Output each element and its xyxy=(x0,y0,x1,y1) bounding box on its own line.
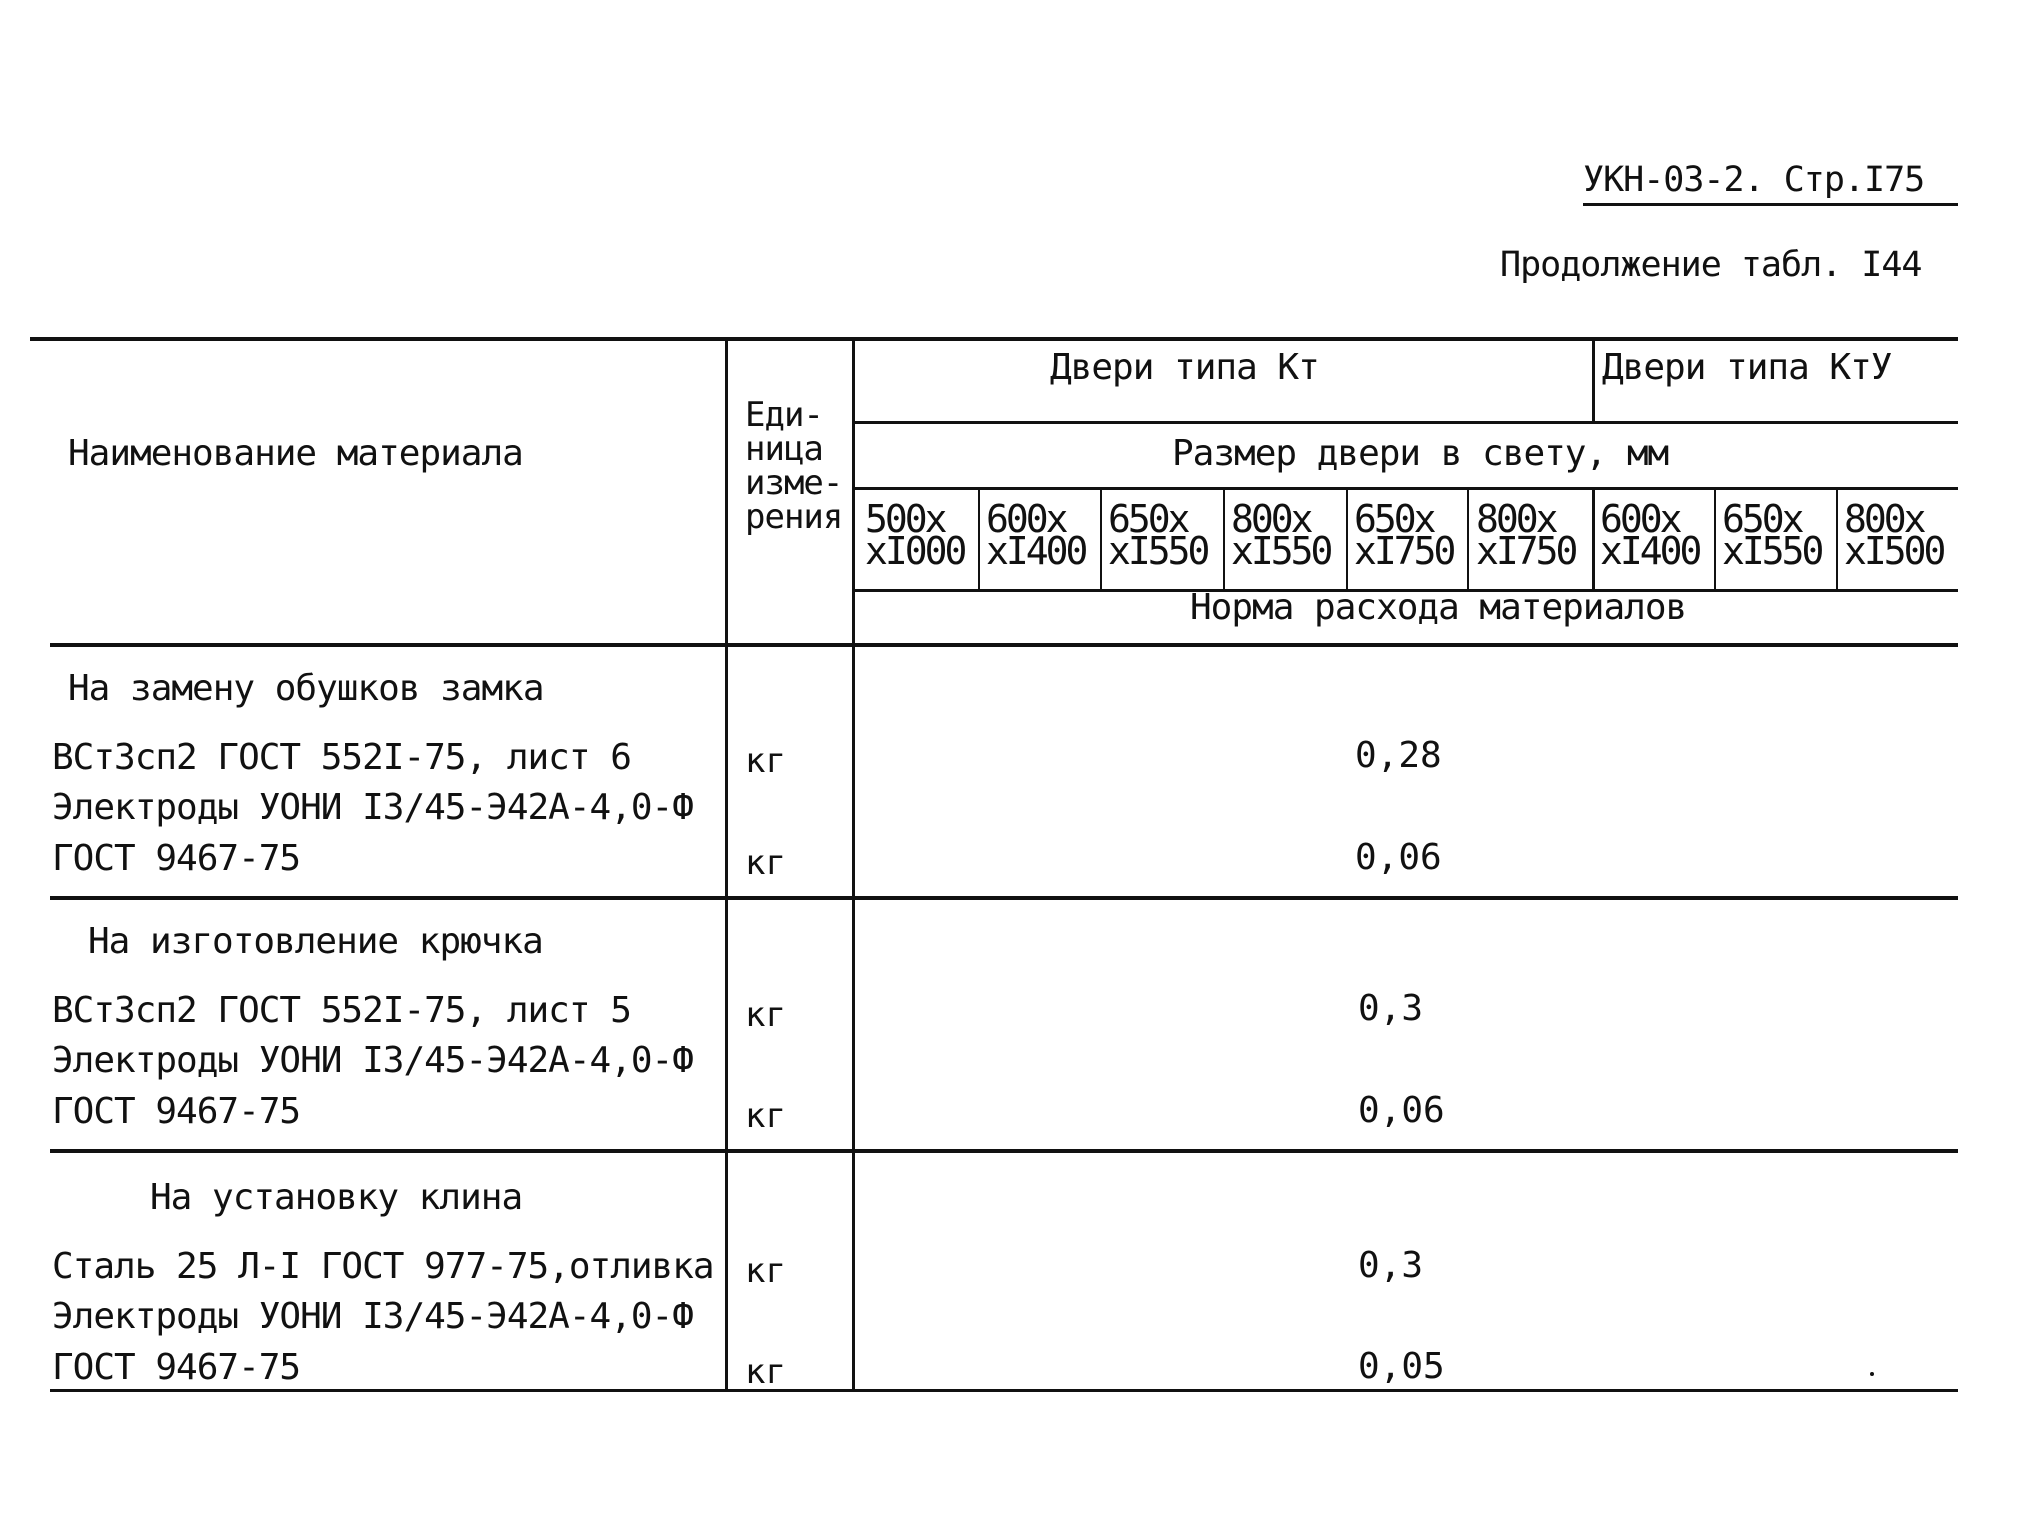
section-1-bottom-rule xyxy=(50,896,1958,900)
material-name: ВСт3сп2 ГОСТ 552I-75, лист 5 xyxy=(52,990,631,1031)
scan-speck xyxy=(1870,1372,1874,1376)
size-divider-4 xyxy=(1346,489,1348,590)
material-name: ГОСТ 9467-75 xyxy=(52,838,301,879)
table-top-rule xyxy=(30,337,1958,341)
unit-value: кг xyxy=(745,843,786,883)
consumption-value: 0,06 xyxy=(1358,1090,1445,1131)
material-name: Электроды УОНИ I3/45-Э42А-4,0-Ф xyxy=(52,787,693,828)
unit-column-rule xyxy=(852,339,855,1392)
size-divider-3 xyxy=(1223,489,1225,590)
unit-value: кг xyxy=(745,1352,786,1392)
door-size-header: Размер двери в свету, мм xyxy=(1172,433,1669,474)
material-name: Электроды УОНИ I3/45-Э42А-4,0-Ф xyxy=(52,1296,693,1337)
section-2-bottom-rule xyxy=(50,1149,1958,1153)
door-size-cell: 800x xI550 xyxy=(1231,497,1331,573)
size-divider-6 xyxy=(1592,489,1595,590)
material-column-header: Наименование материала xyxy=(68,433,523,474)
size-divider-5 xyxy=(1467,489,1469,590)
section-title: На установку клина xyxy=(150,1177,523,1218)
group-header-rule xyxy=(855,421,1958,424)
door-size-cell: 650x xI550 xyxy=(1722,497,1822,573)
material-name: ГОСТ 9467-75 xyxy=(52,1347,301,1388)
header-bottom-rule xyxy=(50,643,1958,647)
unit-value: кг xyxy=(745,995,786,1035)
material-name: ВСт3сп2 ГОСТ 552I-75, лист 6 xyxy=(52,737,631,778)
table-continuation-label: Продолжение табл. I44 xyxy=(1500,245,1922,285)
section-title: На замену обушков замка xyxy=(68,668,544,709)
material-column-rule xyxy=(725,339,728,1392)
unit-column-header: Еди- ница изме- рения xyxy=(745,395,843,537)
consumption-value: 0,28 xyxy=(1355,735,1442,776)
group-divider-rule xyxy=(1592,339,1595,423)
door-size-cell: 650x xI750 xyxy=(1354,497,1454,573)
table-bottom-rule xyxy=(50,1389,1958,1392)
size-header-rule xyxy=(855,487,1958,490)
material-name: Сталь 25 Л-I ГОСТ 977-75,отливка xyxy=(52,1246,714,1287)
door-type-kt-header: Двери типа Кт xyxy=(1050,347,1319,388)
document-code-underline xyxy=(1583,203,1958,206)
consumption-value: 0,3 xyxy=(1358,1245,1424,1286)
door-size-cell: 500x xI000 xyxy=(865,497,965,573)
consumption-value: 0,05 xyxy=(1358,1346,1445,1387)
consumption-value: 0,06 xyxy=(1355,837,1442,878)
unit-value: кг xyxy=(745,1096,786,1136)
size-divider-8 xyxy=(1836,489,1838,590)
unit-value: кг xyxy=(745,741,786,781)
consumption-norm-header: Норма расхода материалов xyxy=(1190,587,1687,628)
door-size-cell: 650x xI550 xyxy=(1108,497,1208,573)
section-title: На изготовление крючка xyxy=(88,921,543,962)
door-type-ktu-header: Двери типа КтУ xyxy=(1602,347,1892,388)
door-size-cell: 800x xI750 xyxy=(1476,497,1576,573)
door-size-cell: 600x xI400 xyxy=(1600,497,1700,573)
consumption-value: 0,3 xyxy=(1358,988,1424,1029)
unit-value: кг xyxy=(745,1251,786,1291)
size-divider-1 xyxy=(978,489,980,590)
document-code: УКН-03-2. Стр.I75 xyxy=(1583,160,1925,200)
size-divider-7 xyxy=(1714,489,1716,590)
door-size-cell: 800x xI500 xyxy=(1844,497,1944,573)
size-divider-2 xyxy=(1100,489,1102,590)
door-size-cell: 600x xI400 xyxy=(986,497,1086,573)
material-name: ГОСТ 9467-75 xyxy=(52,1091,301,1132)
material-name: Электроды УОНИ I3/45-Э42А-4,0-Ф xyxy=(52,1040,693,1081)
